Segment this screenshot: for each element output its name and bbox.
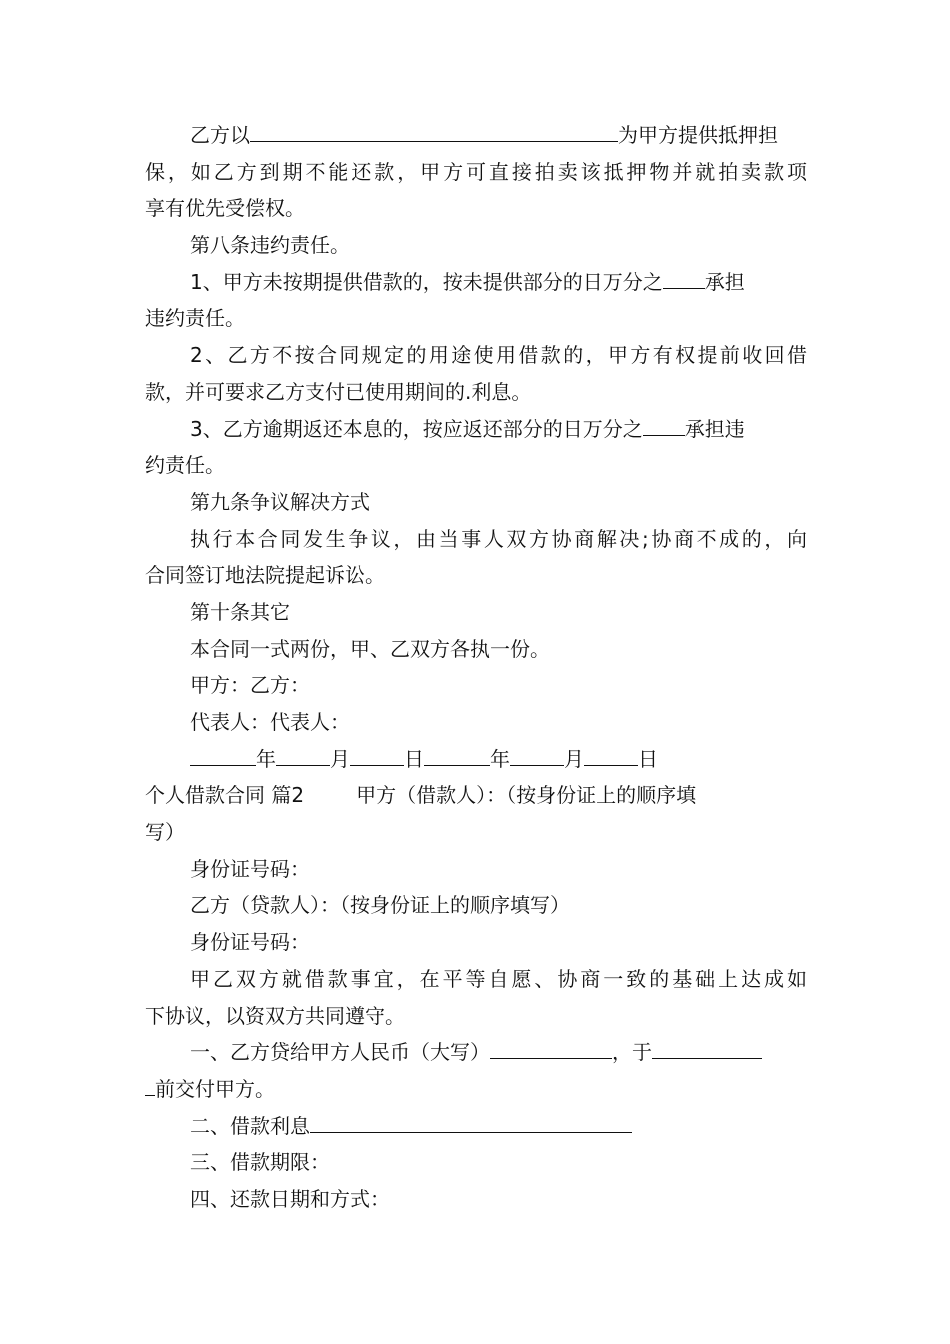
paragraph-line: 享有优先受偿权。 <box>145 196 305 221</box>
loan-term-label: 三、借款期限： <box>190 1150 330 1175</box>
borrower-label: 甲方（借款人）：（按身份证上的顺序填 <box>356 783 697 808</box>
month-label: 月 <box>330 746 350 771</box>
collateral-line <box>145 117 807 154</box>
month-blank[interactable] <box>276 741 330 766</box>
signature-representatives: 代表人：代表人： <box>190 710 350 734</box>
amount-blank[interactable] <box>490 1034 612 1059</box>
delivery-date-blank[interactable] <box>652 1034 762 1059</box>
paragraph-line: 款，并可要求乙方支付已使用期间的.利息。 <box>145 379 532 404</box>
rate-blank[interactable] <box>663 264 705 289</box>
interest-label: 二、借款利息 <box>190 1113 310 1138</box>
id-number-label: 身份证号码： <box>190 930 310 955</box>
paragraph-line: 甲乙双方就借款事宜，在平等自愿、协商一致的基础上达成如 <box>190 966 807 991</box>
day-label: 日 <box>404 746 424 771</box>
delivery-text: 前交付甲方。 <box>155 1076 275 1101</box>
month-blank[interactable] <box>510 741 564 766</box>
clause-text: 承担违 <box>684 416 745 441</box>
article-10-heading: 第十条其它 <box>190 599 290 624</box>
paragraph-line: 约责任。 <box>145 453 225 478</box>
year-label: 年 <box>490 746 510 771</box>
paragraph-line: 执行本合同发生争议，由当事人双方协商解决;协商不成的，向 <box>190 526 807 551</box>
repayment-label: 四、还款日期和方式： <box>190 1186 390 1211</box>
clause-text: 1、甲方未按期提供借款的，按未提供部分的日万分之 <box>190 269 663 294</box>
paragraph-line: 下协议，以资双方共同遵守。 <box>145 1003 405 1028</box>
paragraph-line: 合同签订地法院提起诉讼。 <box>145 563 385 588</box>
article-8-heading: 第八条违约责任。 <box>190 233 350 258</box>
year-blank[interactable] <box>424 741 490 766</box>
interest-blank[interactable] <box>310 1108 632 1133</box>
document-section-title: 个人借款合同 篇2 <box>145 783 305 808</box>
interest-line <box>145 1108 807 1145</box>
contract-body <box>145 117 807 1218</box>
day-blank[interactable] <box>584 741 638 766</box>
section-2-title-line <box>145 777 807 814</box>
delivery-line <box>145 1071 807 1108</box>
article-9-heading: 第九条争议解决方式 <box>190 489 370 514</box>
delivery-label: ，于 <box>612 1040 652 1065</box>
paragraph-line: 违约责任。 <box>145 306 245 331</box>
year-blank[interactable] <box>190 741 256 766</box>
collateral-blank[interactable] <box>250 117 618 142</box>
year-label: 年 <box>256 746 276 771</box>
clause-8-2: 2、乙方不按合同规定的用途使用借款的，甲方有权提前收回借 <box>190 343 807 368</box>
id-number-label: 身份证号码： <box>190 856 310 881</box>
month-label: 月 <box>564 746 584 771</box>
signature-dates <box>145 741 807 778</box>
paragraph-line: 写） <box>145 820 185 845</box>
clause-8-3 <box>145 411 807 448</box>
loan-amount-line <box>145 1034 807 1071</box>
clause-8-1 <box>145 264 807 301</box>
clause-text: 3、乙方逾期返还本息的，按应返还部分的日万分之 <box>190 416 643 441</box>
rate-blank[interactable] <box>643 411 685 436</box>
text-collateral-for-party-a: 为甲方提供抵押担 <box>618 123 778 147</box>
signature-parties: 甲方：乙方： <box>190 673 310 698</box>
clause-text: 承担 <box>704 269 745 294</box>
lender-label: 乙方（贷款人）：（按身份证上的顺序填写） <box>190 893 570 918</box>
loan-amount-label: 一、乙方贷给甲方人民币（大写） <box>190 1040 490 1065</box>
paragraph-line: 保，如乙方到期不能还款，甲方可直接拍卖该抵押物并就拍卖款项 <box>145 159 807 184</box>
day-blank[interactable] <box>350 741 404 766</box>
text-party-b-collateral: 乙方以 <box>190 123 250 147</box>
delivery-date-blank[interactable] <box>145 1071 155 1096</box>
day-label: 日 <box>638 746 658 771</box>
paragraph-line: 本合同一式两份，甲、乙双方各执一份。 <box>190 636 550 661</box>
